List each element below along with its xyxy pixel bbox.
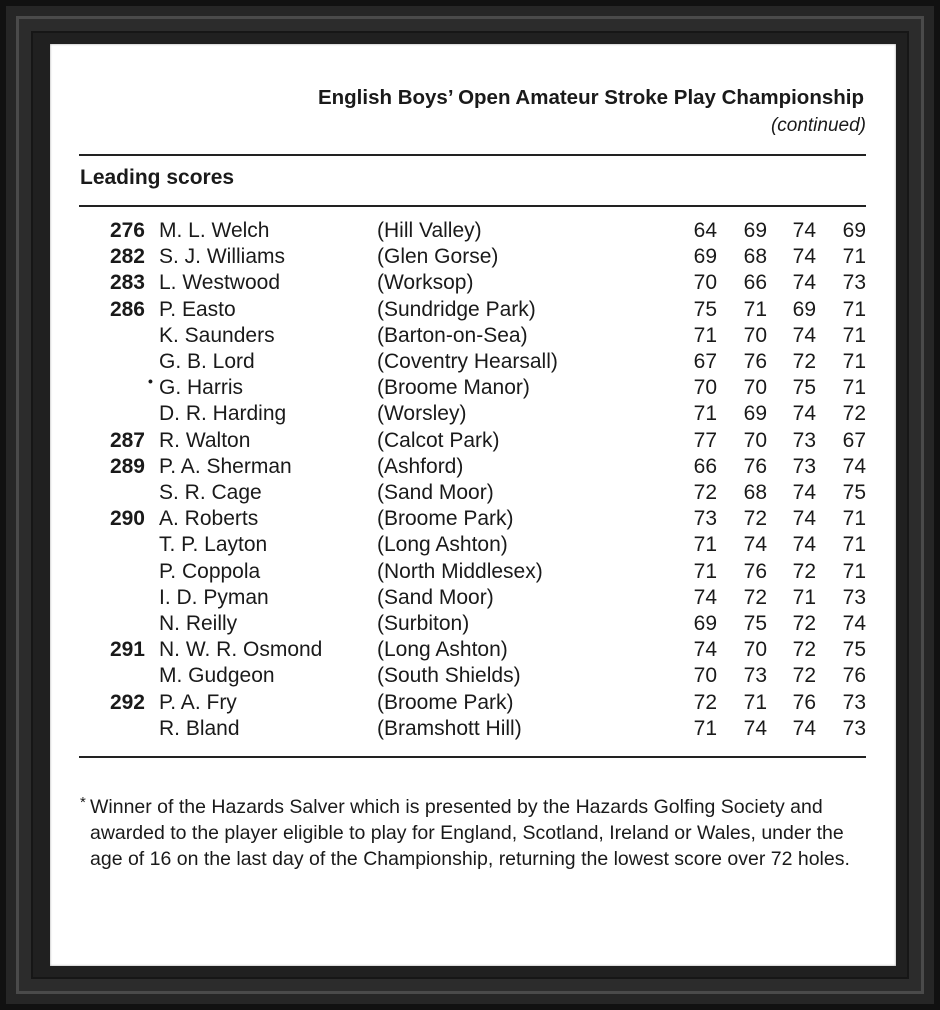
round-score: 73 bbox=[842, 716, 866, 740]
round-score: 72 bbox=[743, 585, 767, 609]
round-score: 71 bbox=[693, 716, 717, 740]
round-score: 71 bbox=[693, 402, 717, 426]
player-club: (North Middlesex) bbox=[377, 559, 543, 583]
total-score: 287 bbox=[109, 428, 145, 452]
round-score: 71 bbox=[743, 690, 767, 714]
round-score: 70 bbox=[743, 323, 767, 347]
round-score: 71 bbox=[842, 507, 866, 531]
round-score: 69 bbox=[693, 612, 717, 635]
round-score: 70 bbox=[743, 376, 767, 400]
round-score: 71 bbox=[693, 323, 717, 347]
round-score: 74 bbox=[792, 219, 816, 242]
section-heading: Leading scores bbox=[80, 166, 235, 189]
round-score: 72 bbox=[792, 559, 816, 583]
player-name: P. A. Fry bbox=[159, 690, 237, 714]
player-club: (Long Ashton) bbox=[377, 638, 508, 662]
round-score: 75 bbox=[693, 297, 717, 321]
round-score: 69 bbox=[792, 297, 816, 321]
round-score: 76 bbox=[743, 350, 767, 373]
round-score: 73 bbox=[842, 690, 866, 714]
round-score: 72 bbox=[842, 402, 866, 426]
table-row bbox=[0, 637, 940, 663]
table-row bbox=[0, 480, 940, 506]
round-score: 71 bbox=[693, 559, 717, 583]
total-score: 286 bbox=[109, 297, 145, 321]
table-row bbox=[0, 428, 940, 454]
round-score: 69 bbox=[842, 219, 866, 242]
player-club: (South Shields) bbox=[377, 664, 521, 688]
round-score: 69 bbox=[693, 245, 717, 269]
footnote-text: Winner of the Hazards Salver which is presented by the Hazards Golfing Society and awarded to the player eligible to play for England, Scotland, Ireland or Wales, under the age of 16 on the last day of the Championship, returning the lowest score over 72 holes. bbox=[90, 796, 850, 870]
round-score: 68 bbox=[743, 481, 767, 504]
round-score: 74 bbox=[842, 612, 866, 635]
heading-divider bbox=[79, 205, 866, 207]
round-score: 74 bbox=[792, 533, 816, 557]
footnote-marker: * bbox=[80, 794, 86, 811]
player-club: (Calcot Park) bbox=[377, 428, 500, 452]
total-score: 292 bbox=[109, 690, 145, 714]
player-club: (Surbiton) bbox=[377, 612, 470, 635]
table-row bbox=[0, 690, 940, 716]
table-row bbox=[0, 716, 940, 742]
total-score: 276 bbox=[109, 219, 145, 242]
player-name: A. Roberts bbox=[159, 507, 259, 531]
round-score: 74 bbox=[842, 454, 866, 478]
round-score: 69 bbox=[743, 402, 767, 426]
table-row bbox=[0, 375, 940, 401]
player-name: S. R. Cage bbox=[159, 481, 262, 504]
player-club: (Ashford) bbox=[377, 454, 464, 478]
player-club: (Long Ashton) bbox=[377, 533, 508, 557]
round-score: 71 bbox=[792, 585, 816, 609]
round-score: 72 bbox=[792, 612, 816, 635]
round-score: 67 bbox=[842, 428, 866, 452]
player-club: (Worksop) bbox=[377, 271, 474, 295]
round-score: 74 bbox=[743, 533, 767, 557]
player-name: M. Gudgeon bbox=[159, 664, 275, 688]
round-score: 75 bbox=[792, 376, 816, 400]
top-divider bbox=[79, 154, 866, 156]
round-score: 74 bbox=[792, 271, 816, 295]
total-score: 282 bbox=[109, 245, 145, 269]
document-subtitle: (continued) bbox=[770, 115, 866, 136]
round-score: 74 bbox=[792, 481, 816, 504]
player-club: (Sand Moor) bbox=[377, 585, 494, 609]
round-score: 76 bbox=[842, 664, 866, 688]
round-score: 70 bbox=[743, 428, 767, 452]
round-score: 73 bbox=[792, 428, 816, 452]
round-score: 75 bbox=[842, 481, 866, 504]
round-score: 74 bbox=[743, 716, 767, 740]
player-name: R. Bland bbox=[159, 716, 240, 740]
round-score: 73 bbox=[743, 664, 767, 688]
round-score: 71 bbox=[842, 376, 866, 400]
table-row bbox=[0, 585, 940, 611]
player-name: P. A. Sherman bbox=[159, 454, 292, 478]
total-score: 283 bbox=[109, 271, 145, 295]
player-name: G. B. Lord bbox=[159, 350, 255, 373]
round-score: 70 bbox=[693, 376, 717, 400]
round-score: 71 bbox=[842, 533, 866, 557]
table-row bbox=[0, 532, 940, 558]
round-score: 71 bbox=[842, 245, 866, 269]
player-name: S. J. Williams bbox=[159, 245, 285, 269]
round-score: 70 bbox=[743, 638, 767, 662]
round-score: 77 bbox=[693, 428, 717, 452]
document-title: English Boys’ Open Amateur Stroke Play Championship bbox=[317, 86, 864, 109]
round-score: 68 bbox=[743, 245, 767, 269]
table-row bbox=[0, 506, 940, 532]
round-score: 73 bbox=[693, 507, 717, 531]
player-club: (Hill Valley) bbox=[377, 219, 482, 242]
player-club: (Sundridge Park) bbox=[377, 297, 536, 321]
table-row bbox=[0, 663, 940, 689]
player-club: (Broome Manor) bbox=[377, 376, 530, 400]
round-score: 74 bbox=[792, 245, 816, 269]
player-name: M. L. Welch bbox=[159, 219, 270, 242]
player-club: (Broome Park) bbox=[377, 690, 514, 714]
table-row bbox=[0, 401, 940, 427]
round-score: 71 bbox=[842, 297, 866, 321]
total-score: 290 bbox=[109, 507, 145, 531]
player-name: R. Walton bbox=[159, 428, 251, 452]
round-score: 70 bbox=[693, 271, 717, 295]
table-row bbox=[0, 611, 940, 637]
total-score: 291 bbox=[109, 638, 145, 662]
round-score: 71 bbox=[842, 323, 866, 347]
table-row bbox=[0, 323, 940, 349]
table-row bbox=[0, 244, 940, 270]
player-club: (Barton-on-Sea) bbox=[377, 323, 528, 347]
round-score: 72 bbox=[792, 350, 816, 373]
round-score: 74 bbox=[693, 638, 717, 662]
table-row bbox=[0, 454, 940, 480]
table-row bbox=[0, 559, 940, 585]
table-row bbox=[0, 297, 940, 323]
player-name: P. Coppola bbox=[159, 559, 261, 583]
player-club: (Broome Park) bbox=[377, 507, 514, 531]
player-club: (Worsley) bbox=[377, 402, 467, 426]
table-row bbox=[0, 270, 940, 296]
player-club: (Coventry Hearsall) bbox=[377, 350, 558, 373]
round-score: 74 bbox=[792, 507, 816, 531]
round-score: 67 bbox=[693, 350, 717, 373]
player-club: (Bramshott Hill) bbox=[377, 716, 522, 740]
round-score: 73 bbox=[792, 454, 816, 478]
player-name: L. Westwood bbox=[159, 271, 281, 295]
player-name: K. Saunders bbox=[159, 323, 275, 347]
round-score: 75 bbox=[743, 612, 767, 635]
player-name: D. R. Harding bbox=[159, 402, 287, 426]
round-score: 71 bbox=[743, 297, 767, 321]
round-score: 73 bbox=[842, 585, 866, 609]
player-club: (Sand Moor) bbox=[377, 481, 494, 504]
table-row bbox=[0, 218, 940, 244]
bottom-divider bbox=[79, 756, 866, 758]
round-score: 74 bbox=[792, 323, 816, 347]
round-score: 72 bbox=[792, 664, 816, 688]
round-score: 70 bbox=[693, 664, 717, 688]
round-score: 66 bbox=[693, 454, 717, 478]
player-name: P. Easto bbox=[159, 297, 236, 321]
salver-winner-marker: • bbox=[148, 373, 153, 390]
player-name: G. Harris bbox=[159, 376, 243, 400]
round-score: 76 bbox=[743, 559, 767, 583]
round-score: 73 bbox=[842, 271, 866, 295]
round-score: 71 bbox=[842, 559, 866, 583]
total-score: 289 bbox=[109, 454, 145, 478]
round-score: 72 bbox=[693, 481, 717, 504]
round-score: 72 bbox=[743, 507, 767, 531]
round-score: 74 bbox=[693, 585, 717, 609]
player-name: I. D. Pyman bbox=[159, 585, 269, 609]
round-score: 66 bbox=[743, 271, 767, 295]
round-score: 64 bbox=[693, 219, 717, 242]
round-score: 71 bbox=[693, 533, 717, 557]
round-score: 72 bbox=[693, 690, 717, 714]
round-score: 74 bbox=[792, 402, 816, 426]
round-score: 72 bbox=[792, 638, 816, 662]
table-row bbox=[0, 349, 940, 375]
player-name: T. P. Layton bbox=[159, 533, 268, 557]
round-score: 75 bbox=[842, 638, 866, 662]
round-score: 74 bbox=[792, 716, 816, 740]
player-club: (Glen Gorse) bbox=[377, 245, 499, 269]
round-score: 69 bbox=[743, 219, 767, 242]
round-score: 71 bbox=[842, 350, 866, 373]
round-score: 76 bbox=[743, 454, 767, 478]
round-score: 76 bbox=[792, 690, 816, 714]
player-name: N. Reilly bbox=[159, 612, 238, 635]
footnote bbox=[80, 794, 880, 872]
player-name: N. W. R. Osmond bbox=[159, 638, 323, 662]
